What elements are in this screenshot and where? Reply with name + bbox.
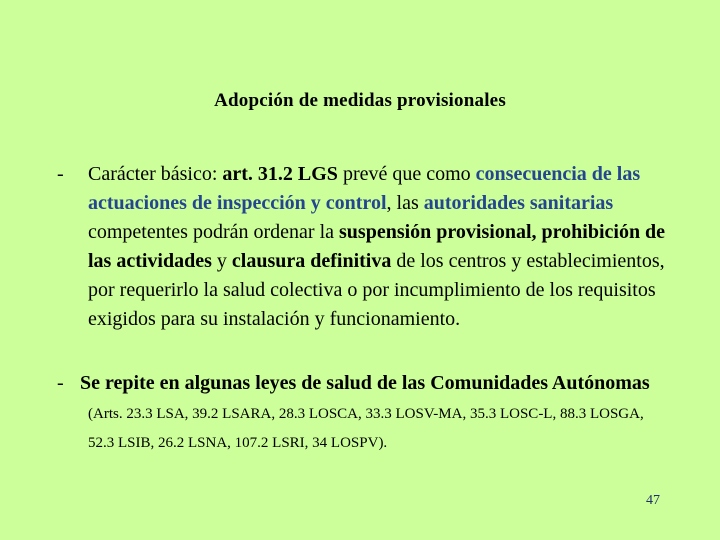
text-run: y — [211, 250, 232, 272]
text-run: de los centros y establecimientos, por requerirlo la salud colectiva o por incumplimiento de los requisitos exigidos para su instalación y funcionamiento. — [88, 250, 665, 330]
slide-title — [0, 90, 720, 112]
text-run: competentes podrán ordenar la — [88, 221, 340, 243]
text-run: Carácter básico: — [88, 163, 223, 185]
bullet-text-1 — [60, 160, 670, 334]
highlight-closure: clausura definitiva — [231, 250, 392, 272]
law-list: (Arts. 23.3 LSA, 39.2 LSARA, 28.3 LOSCA, 33.3 LOSV-MA, 35.3 LOSC-L, 88.3 LOSGA, 52.3 LSIB, 26.2 LSNA, 107.2 LSRI, 34 LOSPV). — [88, 406, 644, 451]
bullet-item-2 — [57, 369, 670, 456]
highlight-authorities: autoridades sanitarias — [423, 192, 614, 214]
text-run: , las — [386, 192, 424, 214]
bullet-text-2 — [60, 369, 670, 456]
text-run: prevé que como — [337, 163, 476, 185]
highlight-regions: Se repite en algunas leyes de salud de las Comunidades Autónomas — [80, 372, 650, 394]
page-number: 47 — [646, 493, 660, 508]
bullet-dash: - — [57, 372, 64, 394]
law-reference: art. 31.2 LGS — [222, 163, 338, 185]
bullet-dash: - — [57, 163, 64, 185]
highlight-inspection: consecuencia de las actuaciones de inspección y control — [88, 163, 641, 214]
slide-title-text: Adopción de medidas provisionales — [214, 90, 506, 111]
bullet-item-1 — [57, 160, 670, 334]
highlight-suspension: suspensión provisional, prohibición de las actividades — [88, 221, 666, 272]
